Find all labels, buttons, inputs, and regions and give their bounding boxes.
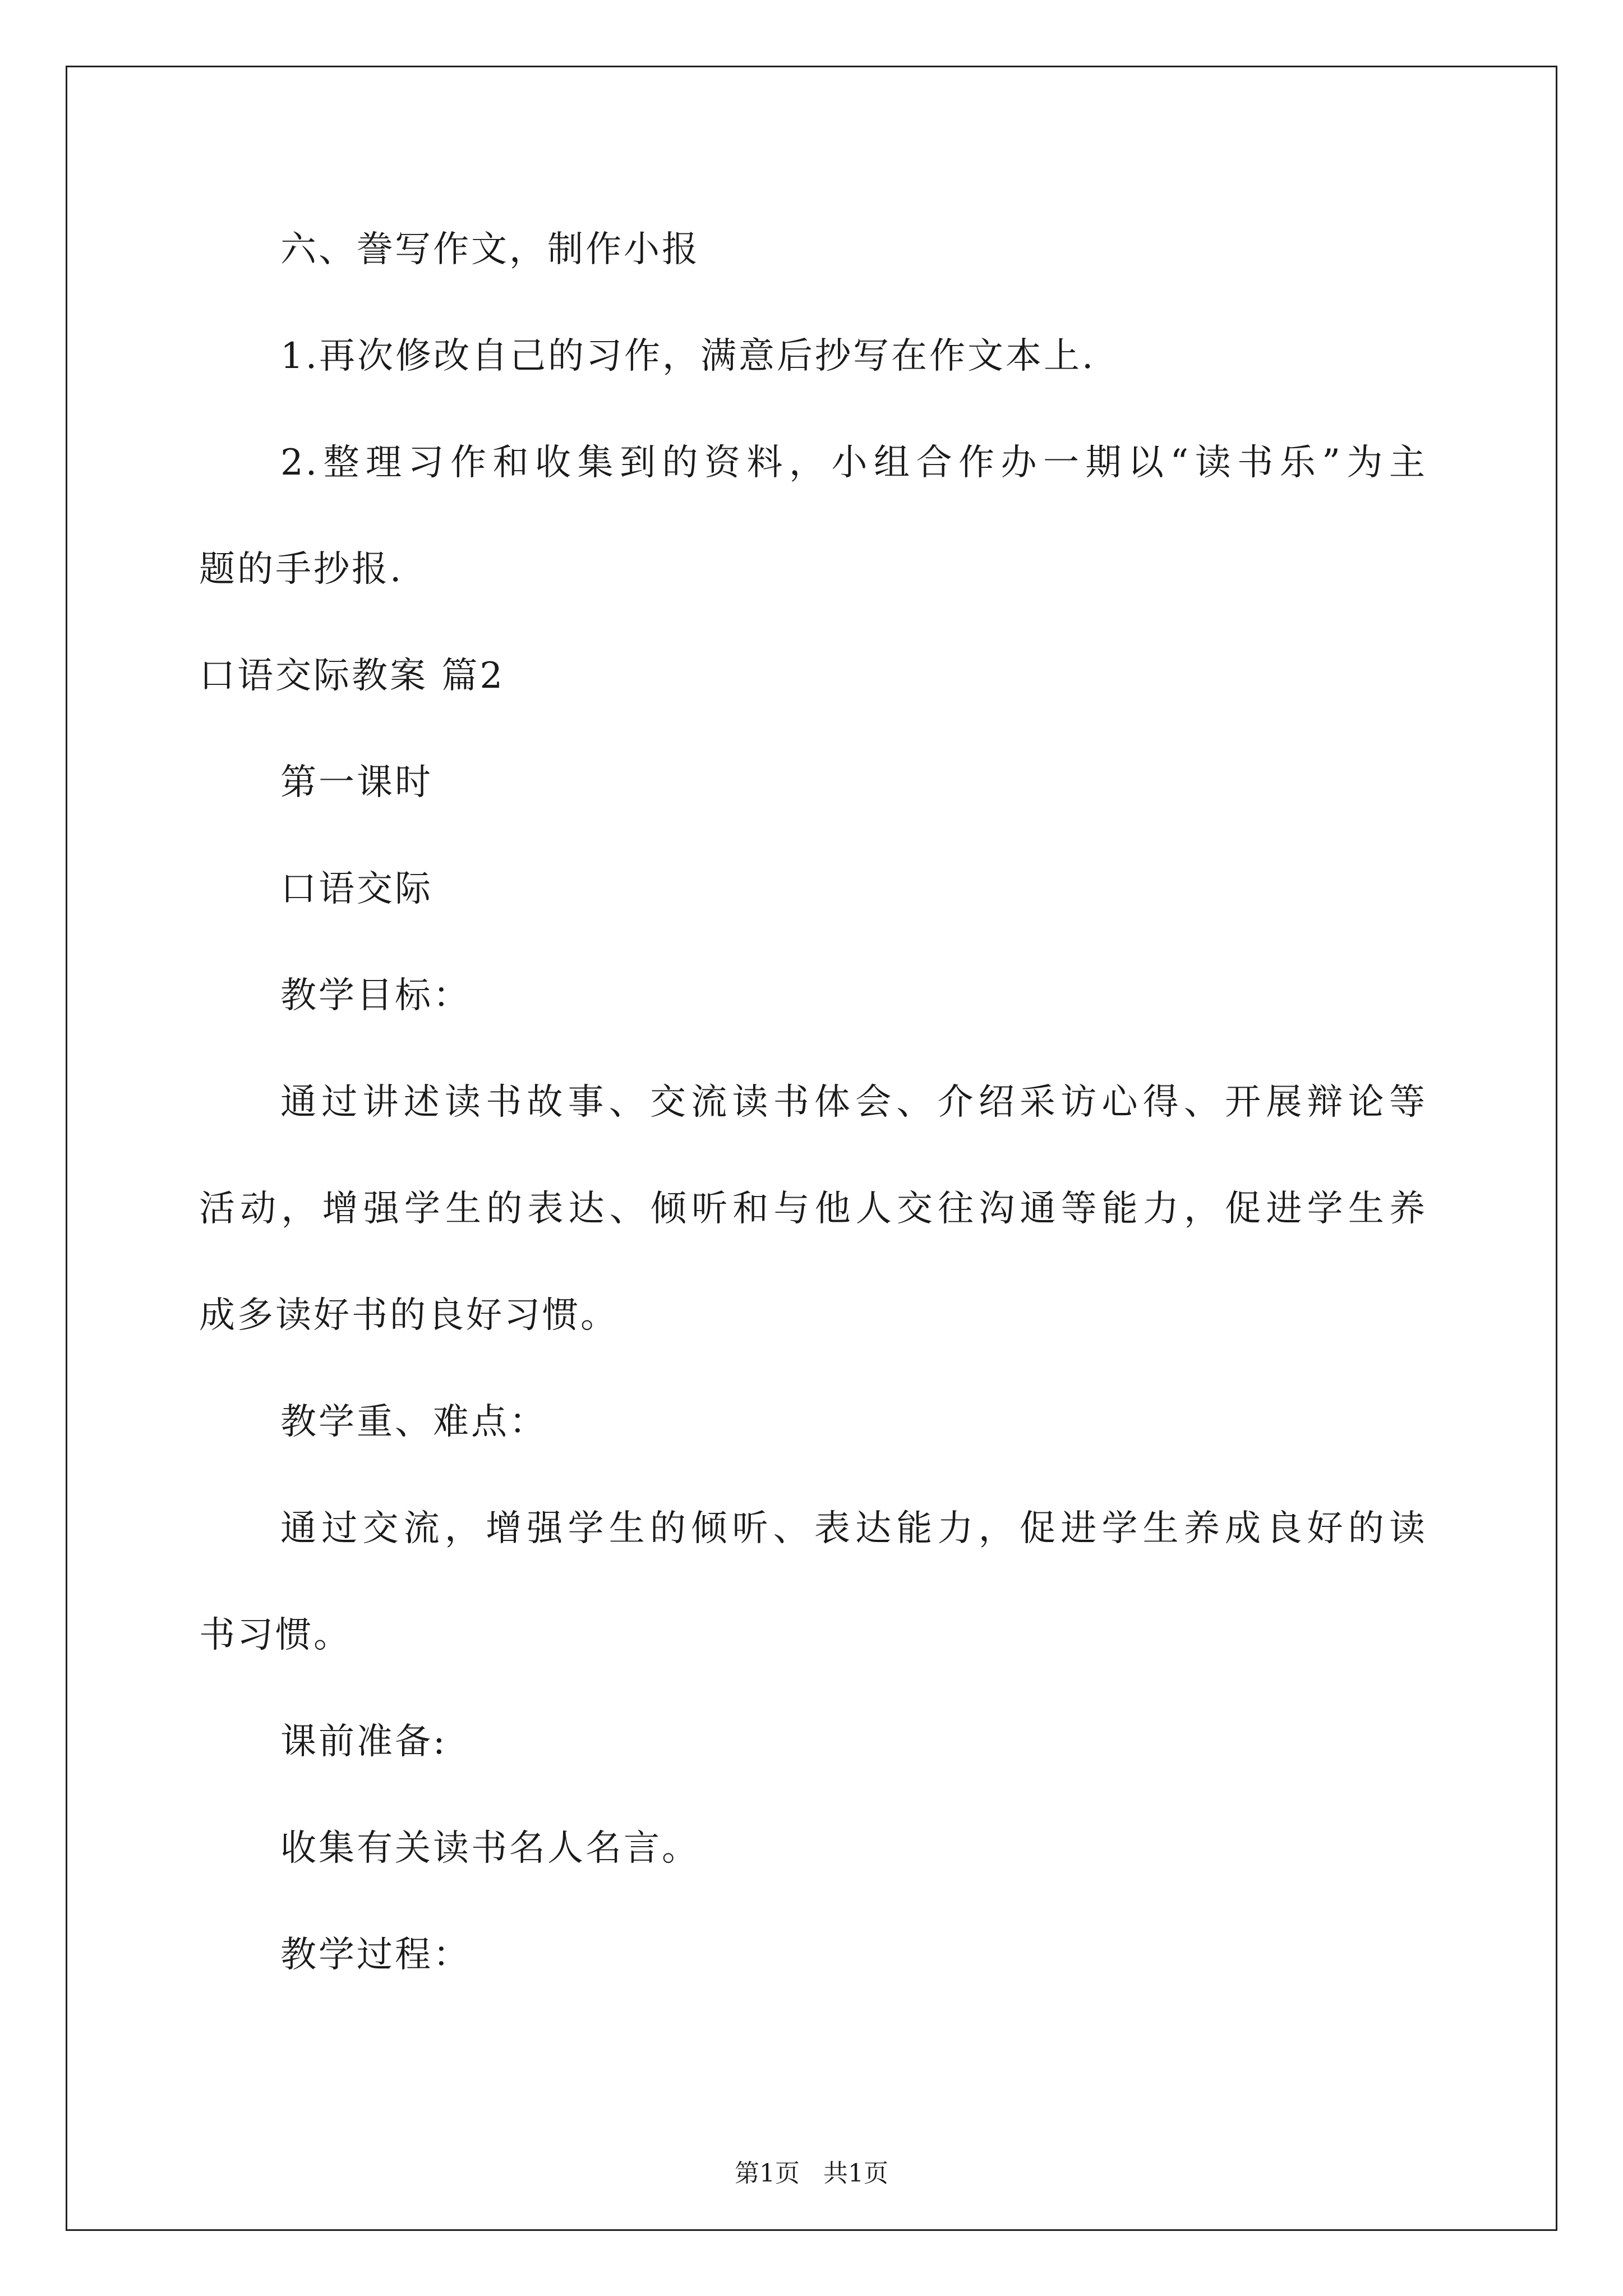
paragraph-line: 2.整理习作和收集到的资料，小组合作办一期以“读书乐”为主 — [280, 442, 1427, 484]
section-heading: 教学过程： — [280, 1934, 471, 1976]
paragraph-line: 通过讲述读书故事、交流读书体会、介绍采访心得、开展辩论等 — [280, 1082, 1427, 1123]
page-border — [66, 66, 1557, 2231]
paragraph-line: 成多读好书的良好习惯。 — [199, 1295, 619, 1336]
paragraph-line: 1.再次修改自己的习作，满意后抄写在作文本上. — [280, 335, 1096, 377]
section-heading: 教学重、难点： — [280, 1401, 547, 1443]
article-title: 口语交际教案 篇2 — [199, 655, 505, 697]
paragraph-line: 收集有关读书名人名言。 — [280, 1828, 700, 1869]
lesson-heading: 第一课时 — [280, 762, 433, 803]
page-footer: 第1页 共1页 — [735, 2159, 888, 2188]
lesson-subheading: 口语交际 — [280, 868, 433, 910]
section-heading: 课前准备: — [280, 1721, 448, 1763]
paragraph-line: 书习惯。 — [199, 1614, 352, 1656]
section-heading: 六、誊写作文，制作小报 — [280, 229, 700, 270]
paragraph-line: 通过交流，增强学生的倾听、表达能力，促进学生养成良好的读 — [280, 1508, 1427, 1549]
paragraph-line: 活动，增强学生的表达、倾听和与他人交往沟通等能力，促进学生养 — [199, 1188, 1427, 1230]
paragraph-line: 题的手抄报. — [199, 549, 404, 590]
section-heading: 教学目标： — [280, 975, 471, 1016]
